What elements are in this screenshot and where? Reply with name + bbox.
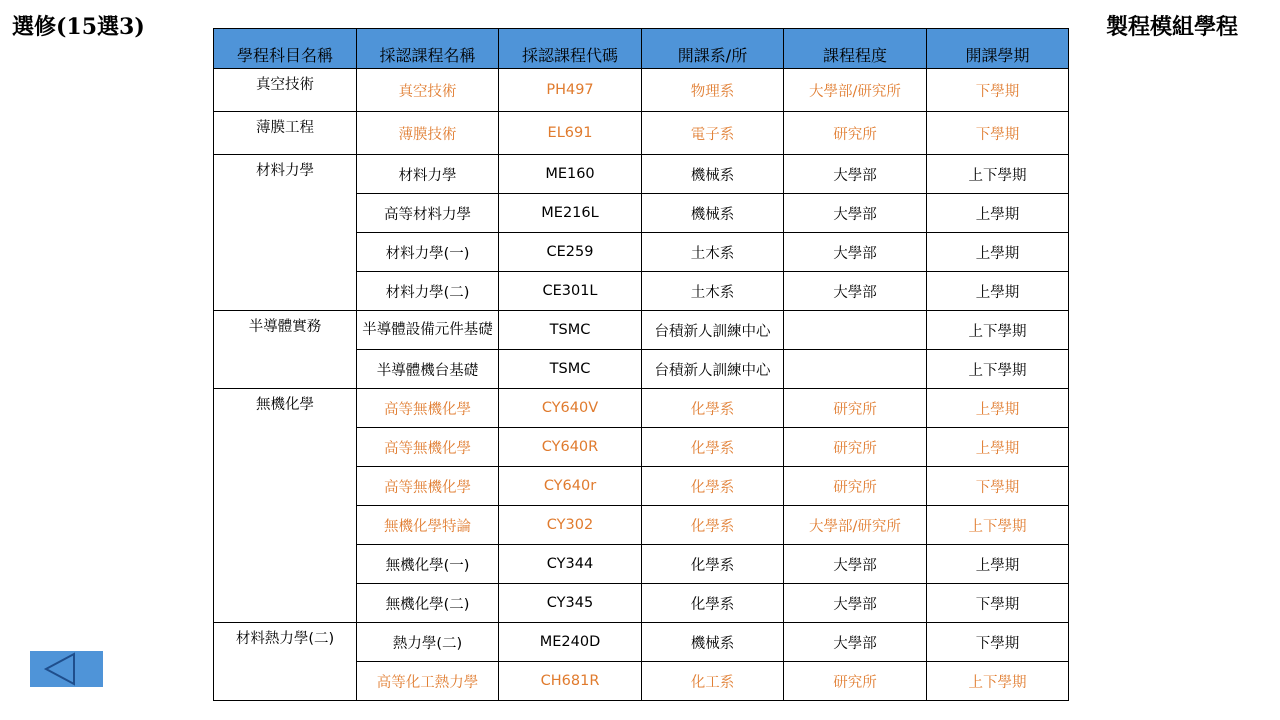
department-cell: 土木系 [642,233,784,272]
header-subject: 學程科目名稱 [214,29,357,69]
term-cell: 上下學期 [927,506,1069,545]
subject-cell: 薄膜工程 [214,112,357,155]
course-code-cell: CY640R [499,428,642,467]
department-cell: 化工系 [642,662,784,701]
level-cell: 大學部 [784,584,927,623]
term-cell: 下學期 [927,467,1069,506]
header-course-name: 採認課程名稱 [357,29,499,69]
course-code-cell: ME216L [499,194,642,233]
level-cell [784,311,927,350]
subject-cell: 半導體實務 [214,311,357,389]
level-cell: 研究所 [784,112,927,155]
course-code-cell: CY302 [499,506,642,545]
term-cell: 上下學期 [927,155,1069,194]
level-cell: 大學部 [784,194,927,233]
course-code-cell: CH681R [499,662,642,701]
subject-cell: 材料熱力學(二) [214,623,357,701]
course-name-cell: 高等無機化學 [357,428,499,467]
course-name-cell: 材料力學(二) [357,272,499,311]
department-cell: 機械系 [642,623,784,662]
course-name-cell: 無機化學(一) [357,545,499,584]
course-name-cell: 高等材料力學 [357,194,499,233]
subject-cell: 材料力學 [214,155,357,311]
term-cell: 上學期 [927,428,1069,467]
level-cell: 研究所 [784,662,927,701]
table-body [214,69,1069,701]
course-name-cell: 薄膜技術 [357,112,499,155]
table-row [214,112,1069,155]
table-row [214,311,1069,350]
header-department: 開課系/所 [642,29,784,69]
course-code-cell: CY345 [499,584,642,623]
level-cell: 大學部 [784,155,927,194]
course-name-cell: 真空技術 [357,69,499,112]
level-cell [784,350,927,389]
department-cell: 土木系 [642,272,784,311]
header-term: 開課學期 [927,29,1069,69]
course-code-cell: PH497 [499,69,642,112]
term-cell: 下學期 [927,623,1069,662]
course-name-cell: 半導體機台基礎 [357,350,499,389]
course-code-cell: ME240D [499,623,642,662]
term-cell: 上學期 [927,545,1069,584]
department-cell: 台積新人訓練中心 [642,350,784,389]
header-level: 課程程度 [784,29,927,69]
level-cell: 大學部 [784,233,927,272]
department-cell: 物理系 [642,69,784,112]
program-title: 製程模組學程 [1105,14,1238,40]
term-cell: 上學期 [927,194,1069,233]
level-cell: 大學部 [784,272,927,311]
level-cell: 大學部/研究所 [784,69,927,112]
course-code-cell: CE301L [499,272,642,311]
term-cell: 上學期 [927,389,1069,428]
term-cell: 上下學期 [927,311,1069,350]
term-cell: 下學期 [927,112,1069,155]
course-code-cell: CY640r [499,467,642,506]
course-name-cell: 熱力學(二) [357,623,499,662]
level-cell: 研究所 [784,428,927,467]
page-title: 選修(15選3) [12,14,145,40]
course-name-cell: 無機化學(二) [357,584,499,623]
department-cell: 機械系 [642,155,784,194]
department-cell: 機械系 [642,194,784,233]
level-cell: 研究所 [784,467,927,506]
course-name-cell: 半導體設備元件基礎 [357,311,499,350]
level-cell: 大學部 [784,545,927,584]
table-header-row [214,29,1069,69]
course-code-cell: CY344 [499,545,642,584]
term-cell: 上學期 [927,233,1069,272]
course-name-cell: 無機化學特論 [357,506,499,545]
header-course-code: 採認課程代碼 [499,29,642,69]
department-cell: 化學系 [642,389,784,428]
department-cell: 化學系 [642,545,784,584]
term-cell: 上下學期 [927,350,1069,389]
subject-cell: 無機化學 [214,389,357,623]
term-cell: 上下學期 [927,662,1069,701]
course-code-cell: EL691 [499,112,642,155]
table-row [214,389,1069,428]
term-cell: 下學期 [927,584,1069,623]
course-name-cell: 高等化工熱力學 [357,662,499,701]
level-cell: 研究所 [784,389,927,428]
level-cell: 大學部/研究所 [784,506,927,545]
table-row [214,69,1069,112]
table-row [214,155,1069,194]
department-cell: 化學系 [642,584,784,623]
department-cell: 化學系 [642,467,784,506]
department-cell: 化學系 [642,428,784,467]
course-code-cell: TSMC [499,350,642,389]
course-code-cell: CY640V [499,389,642,428]
course-code-cell: ME160 [499,155,642,194]
course-table [213,28,1069,701]
back-button[interactable] [30,651,103,687]
course-name-cell: 材料力學(一) [357,233,499,272]
subject-cell: 真空技術 [214,69,357,112]
left-triangle-icon [30,651,103,687]
course-name-cell: 高等無機化學 [357,389,499,428]
course-code-cell: CE259 [499,233,642,272]
course-code-cell: TSMC [499,311,642,350]
department-cell: 電子系 [642,112,784,155]
table-row [214,623,1069,662]
course-name-cell: 材料力學 [357,155,499,194]
course-name-cell: 高等無機化學 [357,467,499,506]
term-cell: 下學期 [927,69,1069,112]
term-cell: 上學期 [927,272,1069,311]
level-cell: 大學部 [784,623,927,662]
department-cell: 台積新人訓練中心 [642,311,784,350]
department-cell: 化學系 [642,506,784,545]
